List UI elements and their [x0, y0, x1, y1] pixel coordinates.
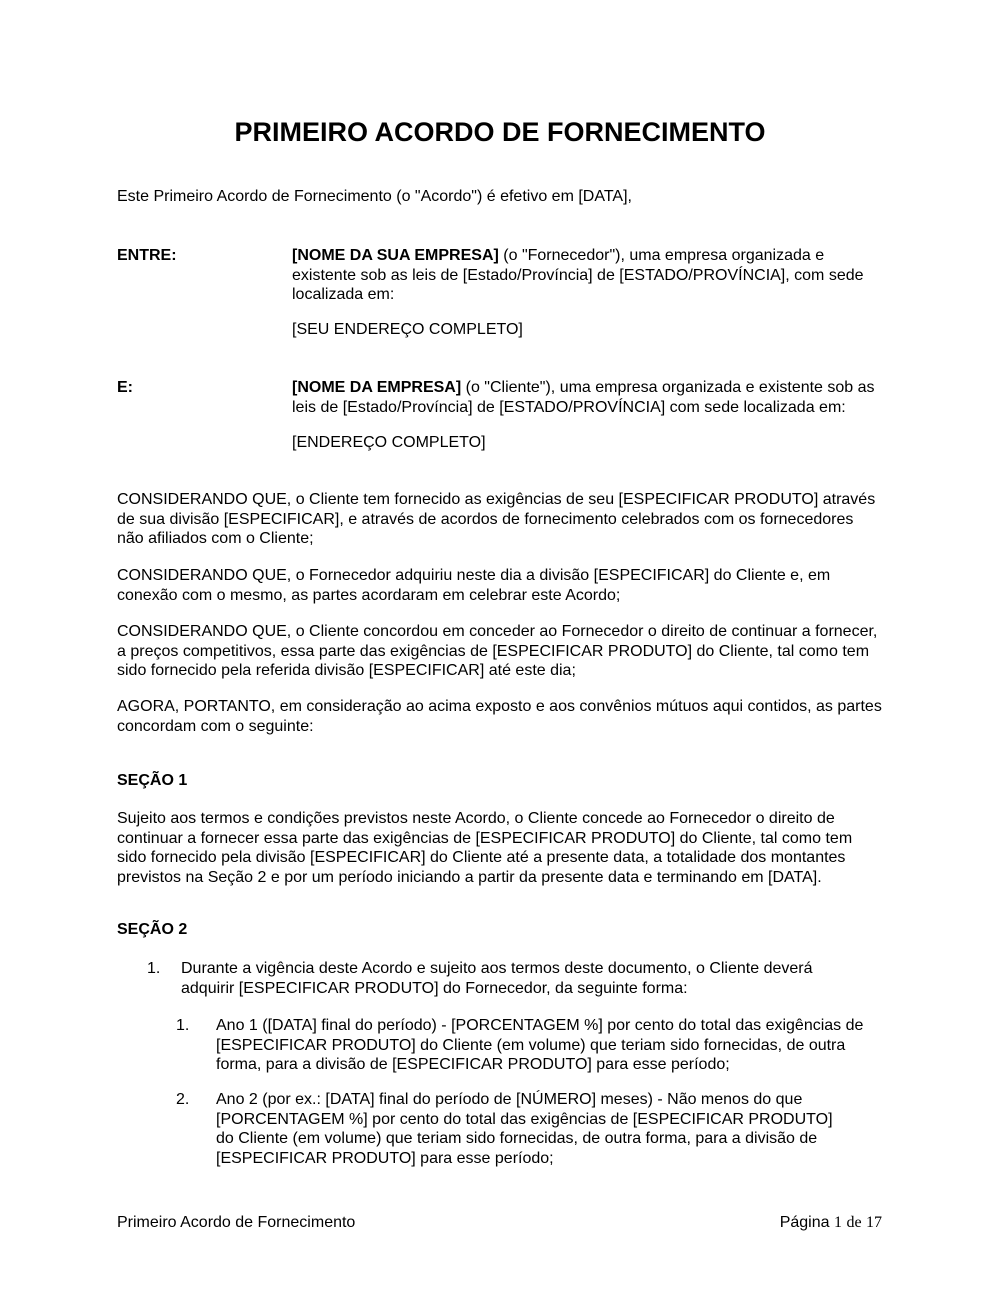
list-item-text: Durante a vigência deste Acordo e sujeito aos termos deste documento, o Cliente deverá adquirir [ESPECIFICAR PRODUTO] do Fornecedor, da seguinte forma: [181, 960, 813, 997]
party-client-address: [ENDEREÇO COMPLETO] [292, 434, 486, 451]
party-supplier-name: [NOME DA SUA EMPRESA] [292, 247, 499, 264]
party-label-e: E: [117, 379, 133, 396]
party-client [292, 378, 892, 417]
party-label-entre: ENTRE: [117, 247, 177, 264]
recital-1: CONSIDERANDO QUE, o Cliente tem fornecido as exigências de seu [ESPECIFICAR PRODUTO] através de sua divisão [ESPECIFICAR], e através de acordos de fornecimento celebrados com os fornecedores não afiliados com o Cliente; [117, 491, 876, 547]
section-1-heading: SEÇÃO 1 [117, 772, 188, 789]
section-1-body: Sujeito aos termos e condições previstos neste Acordo, o Cliente concede ao Fornecedor o direito de continuar a fornecer essa parte das exigências de [ESPECIFICAR PRODUTO] do Cliente, tal como tem sido fornecido pela divisão [ESPECIFICAR] do Cliente até a presente data, a totalidade dos montantes previstos na Seção 2 e por um período iniciando a partir da presente data e terminando em [DATA]. [117, 810, 853, 886]
section-2-heading: SEÇÃO 2 [117, 921, 188, 938]
sublist-item-text: Ano 2 (por ex.: [DATA] final do período de [NÚMERO] meses) - Não menos do que [PORCENTAGEM %] por cento do total das exigências de [ESPECIFICAR PRODUTO] do Cliente (em volume) que teriam sido fornecidas, de outra forma, para a divisão de [ESPECIFICAR PRODUTO] para esse período; [216, 1091, 833, 1167]
party-client-name: [NOME DA EMPRESA] [292, 379, 462, 396]
footer-page-number [780, 1214, 882, 1232]
party-supplier [292, 246, 887, 305]
sublist-item-number: 2. [176, 1091, 190, 1108]
sublist-item-number: 1. [176, 1017, 190, 1034]
footer-page-total: 17 [866, 1214, 882, 1231]
footer-page-sep: de [846, 1214, 862, 1231]
footer-page-label: Página [779, 1214, 830, 1231]
footer-page-current: 1 [833, 1214, 842, 1231]
document-title: PRIMEIRO ACORDO DE FORNECIMENTO [234, 117, 766, 147]
recital-3: CONSIDERANDO QUE, o Cliente concordou em conceder ao Fornecedor o direito de continuar a fornecer, a preços competitivos, essa parte das exigências de [ESPECIFICAR PRODUTO] do Cliente, tal como tem sido fornecido pela referida divisão [ESPECIFICAR] até este dia; [117, 623, 878, 679]
party-supplier-address: [SEU ENDEREÇO COMPLETO] [292, 321, 523, 338]
party-supplier-description: (o "Fornecedor"), uma empresa organizada e existente sob as leis de [Estado/Província] de [ESTADO/PROVÍNCIA], com sede localizada em: [292, 247, 864, 303]
party-client-description: (o "Cliente"), uma empresa organizada e existente sob as leis de [Estado/Província] de [ESTADO/PROVÍNCIA] com sede localizada em: [292, 379, 875, 416]
footer-title: Primeiro Acordo de Fornecimento [117, 1214, 356, 1231]
recital-4: AGORA, PORTANTO, em consideração ao acima exposto e aos convênios mútuos aqui contidos, as partes concordam com o seguinte: [117, 698, 882, 735]
list-item-number: 1. [147, 960, 161, 977]
intro-paragraph: Este Primeiro Acordo de Fornecimento (o "Acordo") é efetivo em [DATA], [117, 188, 632, 205]
recital-2: CONSIDERANDO QUE, o Fornecedor adquiriu neste dia a divisão [ESPECIFICAR] do Cliente e, em conexão com o mesmo, as partes acordaram em celebrar este Acordo; [117, 567, 831, 604]
sublist-item-text: Ano 1 ([DATA] final do período) - [PORCENTAGEM %] por cento do total das exigências de [ESPECIFICAR PRODUTO] do Cliente (em volume) que teriam sido fornecidas, de outra forma, para a divisão de [ESPECIFICAR PRODUTO] para esse período; [216, 1017, 864, 1073]
